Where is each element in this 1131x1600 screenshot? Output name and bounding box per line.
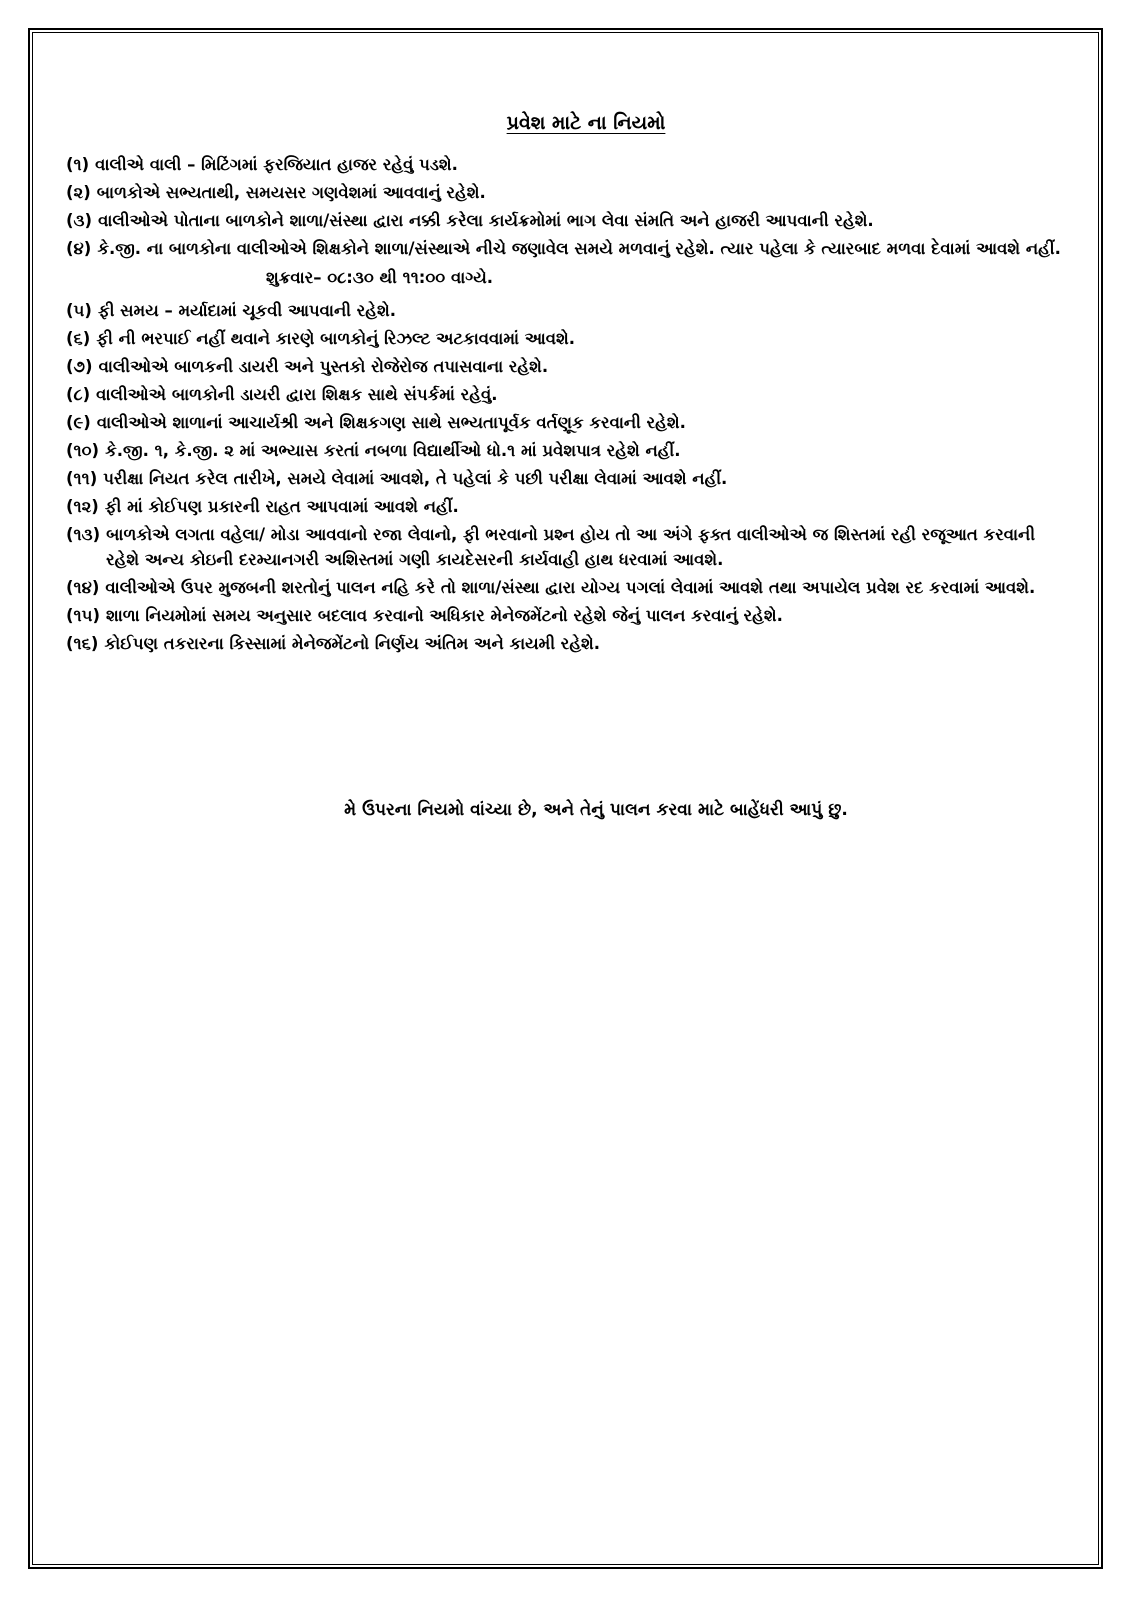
rule-number: (૧૧): [66, 469, 98, 488]
rule-text: શાળા નિયમોમાં સમય અનુસાર બદલાવ કરવાનો અધિકાર મેનેજમેંટનો રહેશે જેનું પાલન કરવાનું રહેશે.: [106, 606, 783, 625]
rule-number: (૨): [66, 183, 91, 202]
rule-text: ફી ની ભરપાઈ નહીં થવાને કારણે બાળકોનું રિઝલ્ટ અટકાવવામાં આવશે.: [96, 329, 576, 348]
rule-number: (૧૬): [66, 634, 99, 653]
rule-text: બાળકોએ સભ્યતાથી, સમયસર ગણવેશમાં આવવાનું રહેશે.: [96, 183, 486, 202]
rule-item: [66, 522, 1066, 572]
rule-text: ફી માં કોઈપણ પ્રકારની રાહત આપવામાં આવશે નહીં.: [104, 497, 459, 516]
rule-number: (૧૦): [66, 441, 100, 460]
rule-item: [66, 466, 1066, 491]
rule-number: (૪): [66, 239, 92, 258]
rule-item: [66, 494, 1066, 519]
rule-text: વાલીઓએ બાળકોની ડાયરી દ્વારા શિક્ષક સાથે સંપર્કમાં રહેવું.: [96, 385, 498, 404]
document-body: [66, 112, 1066, 659]
meeting-schedule: શુક્રવાર– ૦૮:૩૦ થી ૧૧:૦૦ વાગ્યે.: [266, 268, 493, 287]
rule-text: વાલીઓએ ઉપર મુજબની શરતોનું પાલન નહિ કરે તો શાળા/સંસ્થા દ્વારા યોગ્ય પગલાં લેવામાં આવશે તથા અપાયેલ પ્રવેશ રદ કરવામાં આવશે.: [105, 578, 1036, 597]
rule-item: [66, 603, 1066, 628]
rule-text: વાલીઓએ શાળાનાં આચાર્યશ્રી અને શિક્ષકગણ સાથે સભ્યતાપૂર્વક વર્તણૂક કરવાની રહેશે.: [96, 413, 686, 432]
rule-text: કે.જી. ના બાળકોના વાલીઓએ શિક્ષકોને શાળા/સંસ્થાએ નીચે જણાવેલ સમયે મળવાનું રહેશે. ત્યાર પહેલા કે ત્યારબાદ મળવા દેવામાં આવશે નહીં.: [97, 239, 1061, 258]
rules-list-continued: [66, 298, 1066, 656]
rule-number: (૬): [66, 329, 91, 348]
rules-list: [66, 152, 1066, 261]
rule-number: (૩): [66, 211, 93, 230]
rule-number: (૧): [66, 155, 90, 174]
rule-text: વાલીઓએ બાળકની ડાયરી અને પુસ્તકો રોજેરોજ તપાસવાના રહેશે.: [98, 357, 549, 376]
rule-number: (૧૪): [66, 578, 100, 597]
rule-number: (૫): [66, 301, 92, 320]
rule-item: [66, 354, 1066, 379]
rule-number: (૧૩): [66, 525, 101, 544]
rule-number: (૮): [66, 385, 91, 404]
rule-item: [66, 438, 1066, 463]
rule-item: [66, 382, 1066, 407]
rule-item: [66, 208, 1066, 233]
rule-number: (૧૨): [66, 497, 99, 516]
document-title: પ્રવેશ માટે ના નિયમો: [506, 112, 666, 134]
rule-number: (૯): [66, 413, 91, 432]
rule-item: [66, 236, 1066, 261]
rule-item: [66, 326, 1066, 351]
rule-text: બાળકોએ લગતા વહેલા/ મોડા આવવાનો રજા લેવાનો, ફી ભરવાનો પ્રશ્ન હોય તો આ અંગે ફક્ત વાલીઓએ જ શિસ્તમાં રહી રજૂઆત કરવાની રહેશે અન્ય કોઇની દરમ્યાનગરી અશિસ્તમાં ગણી કાયદેસરની કાર્યવાહી હાથ ધરવામાં આવશે.: [106, 525, 1036, 569]
rule-text: વાલીઓએ પોતાના બાળકોને શાળા/સંસ્થા દ્વારા નક્કી કરેલા કાર્યક્રમોમાં ભાગ લેવા સંમતિ અને હાજરી આપવાની રહેશે.: [98, 211, 874, 230]
rule-text: કે.જી. ૧, કે.જી. ૨ માં અભ્યાસ કરતાં નબળા વિદ્યાર્થીઓ ધો.૧ માં પ્રવેશપાત્ર રહેશે નહીં.: [105, 441, 681, 460]
rule-number: (૭): [66, 357, 93, 376]
rule-item: [66, 575, 1066, 600]
rule-text: કોઈપણ તકરારના કિસ્સામાં મેનેજમેંટનો નિર્ણય અંતિમ અને કાયમી રહેશે.: [104, 634, 601, 653]
rule-item: [66, 410, 1066, 435]
parent-declaration: મે ઉપરના નિયમો વાંચ્યા છે, અને તેનું પાલન કરવા માટે બાહેંધરી આપું છુ.: [344, 800, 848, 820]
rule-number: (૧૫): [66, 606, 101, 625]
rule-item: [66, 298, 1066, 323]
rule-text: ફી સમય – મર્યાદામાં ચૂકવી આપવાની રહેશે.: [97, 301, 396, 320]
rule-item: [66, 631, 1066, 656]
rule-item: [66, 152, 1066, 177]
rule-text: પરીક્ષા નિયત કરેલ તારીખે, સમયે લેવામાં આવશે, તે પહેલાં કે પછી પરીક્ષા લેવામાં આવશે નહીં.: [103, 469, 728, 488]
rule-item: [66, 180, 1066, 205]
rule-text: વાલીએ વાલી – મિટિંગમાં ફરજિયાત હાજર રહેવું પડશે.: [95, 155, 458, 174]
